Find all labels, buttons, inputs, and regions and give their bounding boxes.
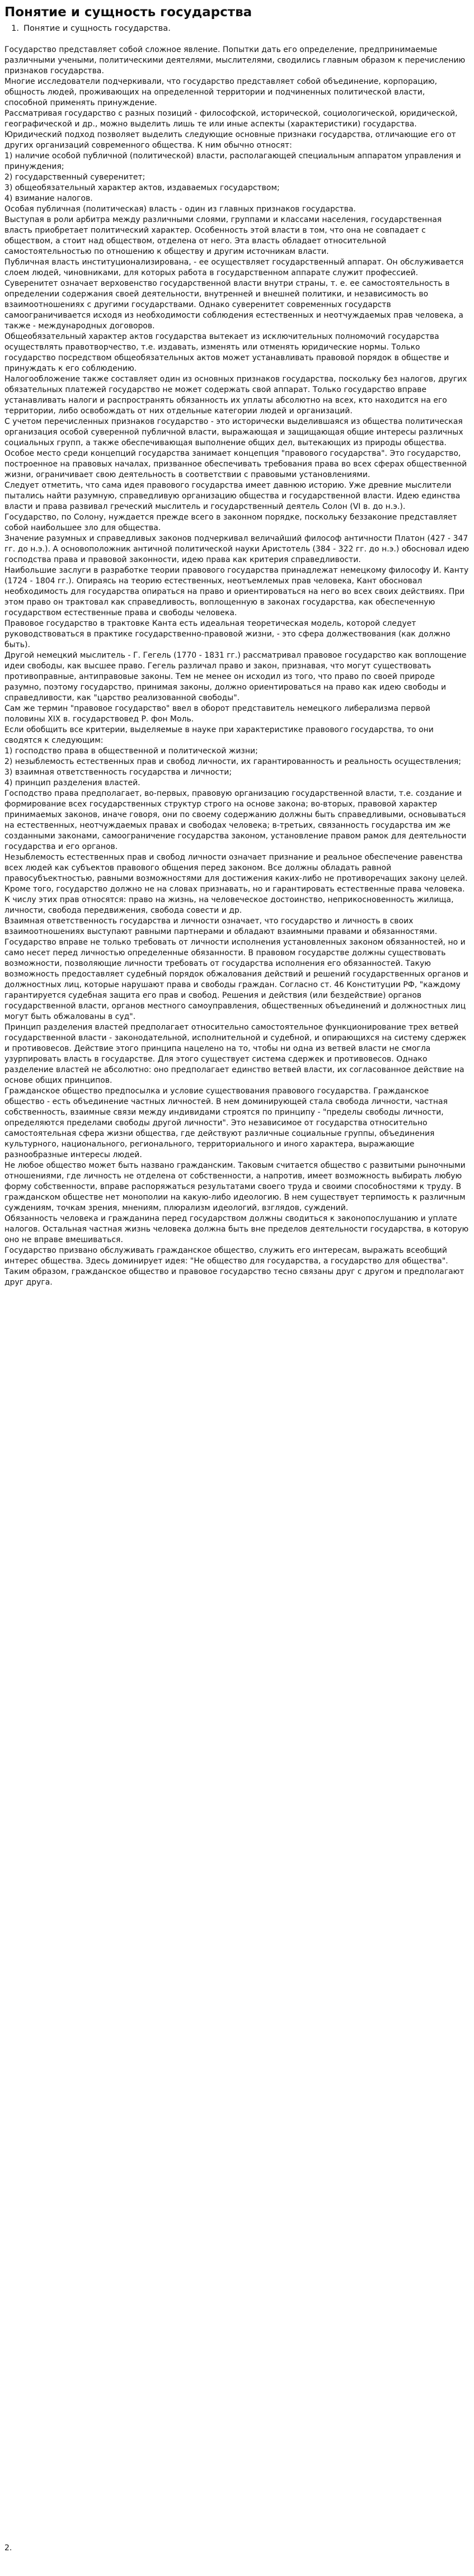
body-paragraph: Взаимная ответственность государства и личности означает, что государство и личность в своих взаимоотношениях выступают равными партнерами и обладают взаимными правами и обязанностями. Государство вправе не только требовать от личности исполнения установленных законом обязанностей, но и само несет перед личностью определенные обязанности. В правовом государстве должны существовать возможности, позволяющие личности требовать от государства исполнения его обязанностей. Такую возможность предоставляет судебный порядок обжалования действий и решений государственных органов и должностных лиц, которые нарушают права и свободы граждан. Согласно ст. 46 Конституции РФ, "каждому гарантируется судебная защита его прав и свобод. Решения и действия (или бездействие) органов государственной власти, органов местного самоуправления, общественных объединений и должностных лиц могут быть обжалованы в суд". <box>4 917 468 1021</box>
body-paragraph: 4) взимание налогов. <box>4 194 93 203</box>
section-heading-text: Понятие и сущность государства. <box>24 23 171 33</box>
body-paragraph: 3) общеобязательный характер актов, издаваемых государством; <box>4 183 280 192</box>
section-number: 1. <box>11 23 19 33</box>
body-paragraph: Господство права предполагает, во-первых, правовую организацию государственной власти, т.е. создание и формирование всех государственных структур строго на основе закона; во-вторых, правовой характер принимаемых законов, иначе говоря, они по своему содержанию должны быть справедливыми, основываться на естественных, неотчуждаемых правах и свободах человека; в-третьих, связанность государства им же созданными законами, самоограничение государства законом, установление правом рамок для деятельности государства и его органов. <box>4 789 467 851</box>
body-paragraph: Государство призвано обслуживать гражданское общество, служить его интересам, выражать всеобщий интерес общества. Здесь доминирует идея: "Не общество для государства, а государство для общества". <box>4 1246 448 1266</box>
body-paragraph: Многие исследователи подчеркивали, что государство представляет собой объединение, корпорацию, общность людей, проживающих на определенной территории и подчиненных политической власти, способной применять принуждение. <box>4 77 438 107</box>
body-paragraph: Сам же термин "правовое государство" ввел в оборот представитель немецкого либерализма первой половины XIX в. государствовед Р. фон Моль. <box>4 704 430 724</box>
body-paragraph: Налогообложение также составляет один из основных признаков государства, поскольку без налогов, других обязательных платежей государство не может содержать свой аппарат. Только государство вправе устанавливать налоги и распространять обязанность их уплаты абсолютно на всех, кто находится на его территории, либо освобождать от них отдельные категории людей и организаций. <box>4 375 467 416</box>
body-paragraph: Значение разумных и справедливых законов подчеркивал величайший философ античности Платон (427 - 347 гг. до н.э.). А основоположник античной политической науки Аристотель (384 - 322 гг. до н.э.) обосновал идею господства права и правовой законности, идею права как критерия справедливости. <box>4 534 470 564</box>
body-paragraph: Публичная власть институционализирована, - ее осуществляет государственный аппарат. Он обслуживается слоем людей, чиновниками, для которых работа в государственном аппарате служит профессией. <box>4 258 464 277</box>
body-paragraph: Таким образом, гражданское общество и правовое государство тесно связаны друг с другом и предполагают друг друга. <box>4 1267 464 1287</box>
body-paragraph: 4) принцип разделения властей. <box>4 779 140 787</box>
body-paragraph: Государство, по Солону, нуждается прежде всего в законном порядке, поскольку беззаконие представляет собой наибольшее зло для общества. <box>4 513 457 532</box>
body-paragraph: Если обобщить все критерии, выделяемые в науке при характеристике правового государства, то они сводятся к следующим: <box>4 725 434 745</box>
body-paragraph: 3) взаимная ответственность государства и личности; <box>4 768 232 777</box>
body-paragraph: Незыблемость естественных прав и свобод личности означает признание и реальное обеспечение равенства всех людей как субъектов правового общения перед законом. Все должны обладать равной правосубъектностью, равными возможностями для достижения каких-либо не противоречащих закону целей. <box>4 853 468 883</box>
body-paragraph: Обязанность человека и гражданина перед государством должны сводиться к законопослушанию и уплате налогов. Остальная частная жизнь человека должна быть вне пределов деятельности государства, в которую оно не вправе вмешиваться. <box>4 1214 469 1244</box>
body-paragraph: Особая публичная (политическая) власть - один из главных признаков государства. <box>4 205 356 214</box>
body-paragraph: Государство представляет собой сложное явление. Попытки дать его определение, предпринимаемые различными учеными, политическими деятелями, мыслителями, сводились главным образом к перечислению признаков государства. <box>4 45 466 76</box>
body-paragraph: 1) наличие особой публичной (политической) власти, располагающей специальным аппаратом управления и принуждения; <box>4 152 461 171</box>
body-paragraph: Принцип разделения властей предполагает относительно самостоятельное функционирование трех ветвей государственной власти - законодательной, исполнительной и судебной, и опирающихся на систему сдержек и противовесов. Действие этого принципа нацелено на то, чтобы ни одна из ветвей власти не смогла узурпировать власть в государстве. Для этого существует система сдержек и противовесов. Однако разделение властей не абсолютно: оно предполагает единство ветвей власти, их согласованное действие на основе общих принципов. <box>4 1023 467 1085</box>
body-paragraph: 2) государственный суверенитет; <box>4 173 146 182</box>
document-body <box>4 45 470 1288</box>
body-paragraph: Не любое общество может быть названо гражданским. Таковым считается общество с развитыми рыночными отношениями, где личность не отделена от собственности, а напротив, имеет возможность выбирать любую форму собственности, вправе распоряжаться результатами своего труда и своими способностями к труду. В гражданском обществе нет монополии на какую-либо идеологию. В нем существует терпимость к различным суждениям, точкам зрения, мнениям, плюрализм идеологий, взглядов, суждений. <box>4 1161 466 1212</box>
body-paragraph: Общеобязательный характер актов государства вытекает из исключительных полномочий государства осуществлять правотворчество, т.е. издавать, изменять или отменять юридические нормы. Только государство посредством общеобязательных актов может устанавливать правовой порядок в обществе и принуждать к его соблюдению. <box>4 332 449 373</box>
body-paragraph: Наибольшие заслуги в разработке теории правового государства принадлежат немецкому философу И. Канту (1724 - 1804 гг.). Опираясь на теорию естественных, неотъемлемых прав человека, Кант обосновал необходимость для государства опираться на право и ориентироваться на него во всех своих действиях. При этом право он трактовал как справедливость, воплощенную в законах государства, как обеспеченную государством естественные права и свободы человека. <box>4 566 469 617</box>
body-paragraph: Кроме того, государство должно не на словах признавать, но и гарантировать естественные права человека. К числу этих прав относятся: право на жизнь, на человеческое достоинство, неприкосновенность жилища, личности, свобода передвижения, свобода совести и др. <box>4 885 465 915</box>
document-title: Понятие и сущность государства <box>4 5 252 20</box>
body-paragraph: Правовое государство в трактовке Канта есть идеальная теоретическая модель, которой следует руководствоваться в практике государственно-правовой жизни, - это сфера должествования (как должно быть). <box>4 619 450 649</box>
body-paragraph: Суверенитет означает верховенство государственной власти внутри страны, т. е. ее самостоятельность в определении содержания своей деятельности, внутренней и внешней политики, и независимость во взаимоотношениях с другими государствами. Однако суверенитет современных государств самоограничивается исходя из необходимости соблюдения естественных и неотчуждаемых прав человека, а также - международных договоров. <box>4 279 463 331</box>
body-paragraph: Рассматривая государство с разных позиций - философской, исторической, социологической, юридической, географической и др., можно выделить лишь те или иные аспекты (характеристики) государства. Юридический подход позволяет выделить следующие основные признаки государства, отличающие его от других организаций современного общества. К ним обычно относят: <box>4 109 458 150</box>
body-paragraph: 1) господство права в общественной и политической жизни; <box>4 747 258 756</box>
body-paragraph: Выступая в роли арбитра между различными слоями, группами и классами населения, государственная власть приобретает политический характер. Особенность этой власти в том, что она не совпадает с обществом, а стоит над обществом, отделена от него. Эта власть обладает относительной самостоятельностью по отношению к обществу и другим источникам власти. <box>4 215 442 256</box>
body-paragraph: Следует отметить, что сама идея правового государства имеет давнюю историю. Уже древние мыслители пытались найти разумную, справедливую организацию общества и государственной власти. Идею единства власти и права развивал греческий мыслитель и государственный деятель Солон (VI в. до н.э.). <box>4 481 461 511</box>
page-footer-number: 2. <box>4 2544 12 2553</box>
body-paragraph: С учетом перечисленных признаков государство - это исторически выделившаяся из общества политическая организация особой суверенной публичной власти, выражающая и защищающая общие интересы различных социальных групп, а также обеспечивающая выполнение общих дел, вытекающих из природы общества. <box>4 417 463 447</box>
body-paragraph: Особое место среди концепций государства занимает концепция "правового государства". Это государство, построенное на правовых началах, призванное обеспечивать требования права во всех сферах общественной жизни, ограничивает свою деятельность в соответствии с правовыми установлениями. <box>4 449 467 479</box>
body-paragraph: Гражданское общество предпосылка и условие существования правового государства. Гражданское общество - есть объединение частных личностей. В нем доминирующей стала свобода личности, частная собственность, взаимные связи между индивидами строятся по принципу - "пределы свободы личности, определяются пределами свободы другой личности". Это независимое от государства относительно самостоятельная сфера жизни общества, где действуют различные социальные группы, объединения культурного, национального, регионального, территориального и иного характера, выражающие разнообразные интересы людей. <box>4 1087 448 1159</box>
section-heading <box>4 23 470 34</box>
body-paragraph: 2) незыблемость естественных прав и свобод личности, их гарантированность и реальность осуществления; <box>4 757 461 766</box>
body-paragraph: Другой немецкий мыслитель - Г. Гегель (1770 - 1831 гг.) рассматривал правовое государство как воплощение идеи свободы, как высшее право. Гегель различал право и закон, признавая, что могут существовать противоправные, антиправовые законы. Тем не менее он исходил из того, что право по своей природе разумно, поэтому государство, принимая законы, должно ориентироваться на право как идею свободы и справедливости, как "царство реализованной свободы". <box>4 651 467 702</box>
